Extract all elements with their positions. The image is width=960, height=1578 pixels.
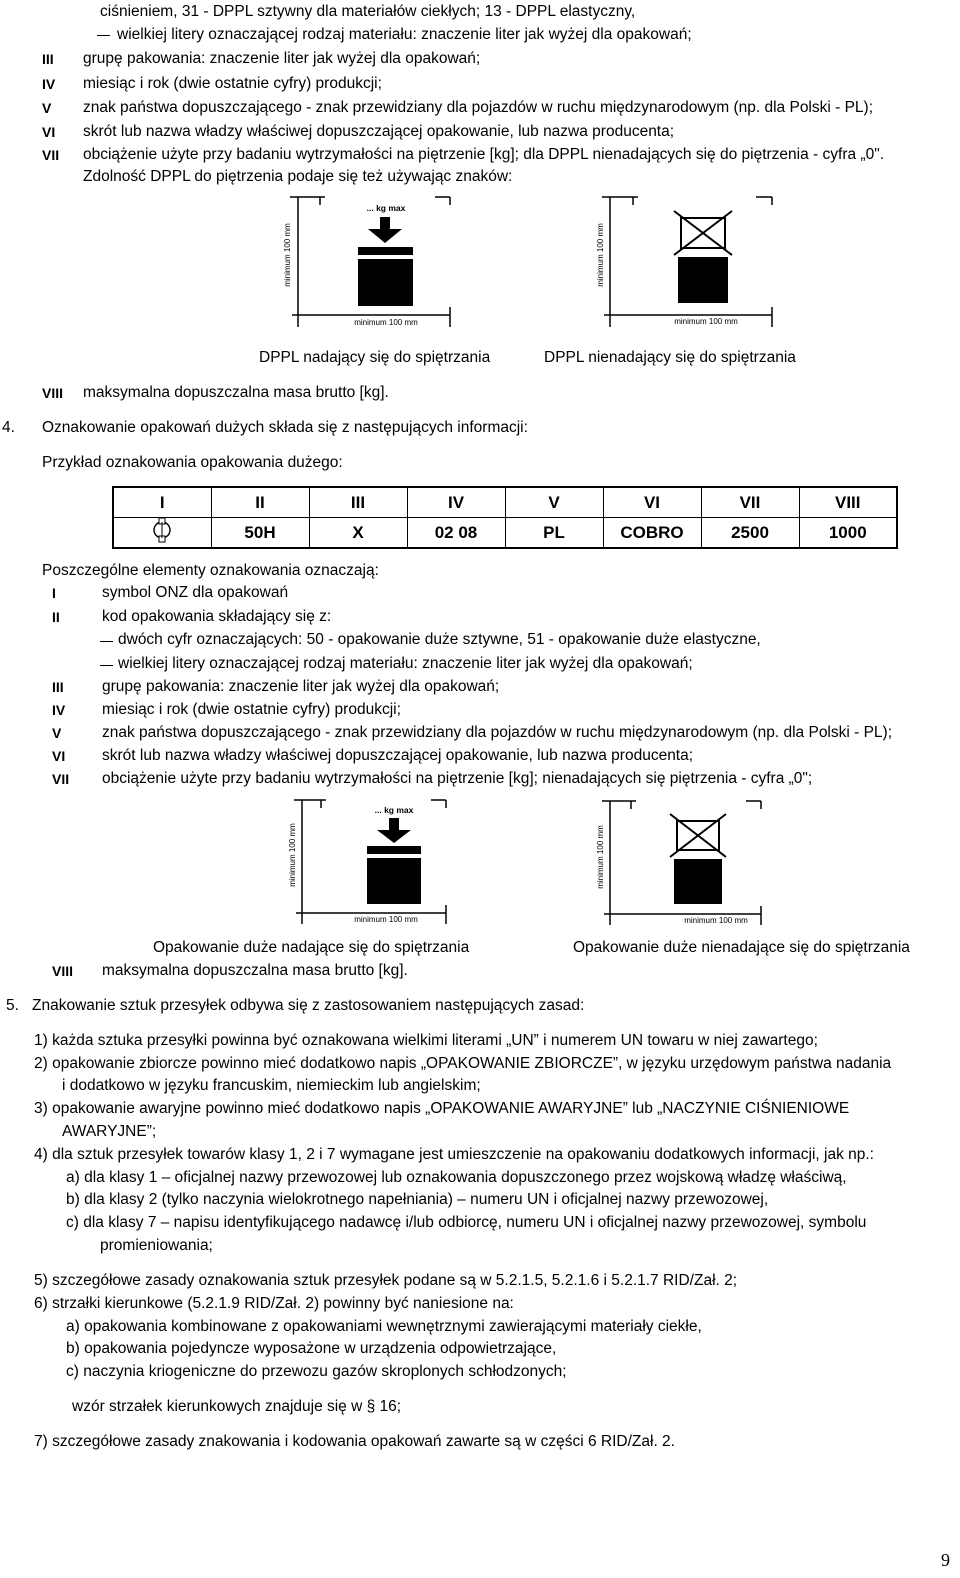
- roman-numeral: IV: [42, 76, 56, 92]
- nonstackable-mark-diagram: [596, 797, 766, 929]
- min-height-label: minimum 100 mm: [288, 823, 297, 887]
- list-item: b) dla klasy 2 (tylko naczynia wielokrotnego napełniania) – numeru UN i oficjalnej nazwy przewozowej,: [66, 1191, 769, 1208]
- table-cell: V: [505, 487, 603, 518]
- text-line: obciążenie użyte przy badaniu wytrzymałości na piętrzenie [kg]; dla DPPL nienadających się do piętrzenia - cyfra „0".: [83, 146, 884, 163]
- nonstackable-mark-diagram: [598, 193, 778, 333]
- table-cell: VI: [603, 487, 701, 518]
- stackable-mark-diagram: [286, 797, 451, 927]
- un-symbol-icon: [151, 518, 173, 542]
- page-number: 9: [941, 1550, 950, 1570]
- min-height-label: minimum 100 mm: [596, 223, 605, 287]
- text-line: grupę pakowania: znaczenie liter jak wyżej dla opakowań;: [83, 50, 481, 67]
- min-height-label: minimum 100 mm: [596, 825, 605, 889]
- list-item: c) naczynia kriogeniczne do przewozu gazów skroplonych schłodzonych;: [66, 1363, 567, 1380]
- text-line: wielkiej litery oznaczającej rodzaj materiału: znaczenie liter jak wyżej dla opakowań;: [117, 26, 692, 43]
- table-cell: IV: [407, 487, 505, 518]
- roman-numeral: VI: [42, 124, 56, 140]
- text-line: kod opakowania składający się z:: [102, 608, 332, 625]
- list-item: 4) dla sztuk przesyłek towarów klasy 1, 2 i 7 wymagane jest umieszczenie na opakowaniu dodatkowych informacji, jak np.:: [34, 1146, 874, 1163]
- table-cell: COBRO: [603, 518, 701, 549]
- roman-numeral: II: [52, 609, 60, 625]
- text-line: skrót lub nazwa władzy właściwej dopuszczającej opakowanie, lub nazwa producenta;: [102, 747, 694, 764]
- table-cell: III: [309, 487, 407, 518]
- text-line: miesiąc i rok (dwie ostatnie cyfry) produkcji;: [102, 701, 401, 718]
- kg-max-label: ... kg max: [366, 203, 406, 213]
- roman-numeral: I: [52, 585, 56, 601]
- roman-numeral: VII: [42, 147, 60, 163]
- section-heading: Znakowanie sztuk przesyłek odbywa się z zastosowaniem następujących zasad:: [32, 997, 585, 1014]
- table-cell: 50H: [211, 518, 309, 549]
- text-line: znak państwa dopuszczającego - znak przewidziany dla pojazdów w ruchu międzynarodowym (np. dla Polski - PL);: [102, 724, 893, 741]
- table-cell: I: [113, 487, 211, 518]
- text-line: Poszczególne elementy oznakowania oznaczają:: [42, 562, 379, 579]
- roman-numeral: IV: [52, 702, 66, 718]
- text-line: Zdolność DPPL do piętrzenia podaje się też używając znaków:: [83, 168, 513, 185]
- list-item: 2) opakowanie zbiorcze powinno mieć dodatkowo napis „OPAKOWANIE ZBIORCZE”, w języku urzędowym państwa nadania: [34, 1055, 892, 1072]
- section-heading: Oznakowanie opakowań dużych składa się z następujących informacji:: [42, 419, 528, 436]
- roman-numeral: V: [52, 725, 62, 741]
- min-width-label: minimum 100 mm: [684, 916, 748, 925]
- text-line: grupę pakowania: znaczenie liter jak wyżej dla opakowań;: [102, 678, 500, 695]
- stackable-mark-diagram: [280, 195, 455, 330]
- list-item: promieniowania;: [100, 1237, 213, 1254]
- text-line: ciśnieniem, 31 - DPPL sztywny dla materiałów ciekłych; 13 - DPPL elastyczny,: [100, 3, 636, 20]
- text-line: maksymalna dopuszczalna masa brutto [kg].: [102, 962, 408, 979]
- table-cell: 2500: [701, 518, 799, 549]
- diagram-caption: Opakowanie duże nienadające się do spiętrzania: [573, 939, 910, 956]
- table-cell: 1000: [799, 518, 897, 549]
- diagram-caption: DPPL nienadający się do spiętrzania: [544, 349, 796, 366]
- table-cell: VIII: [799, 487, 897, 518]
- roman-numeral: V: [42, 100, 52, 116]
- dash-bullet: [100, 641, 113, 642]
- table-row: [113, 518, 897, 549]
- list-item: c) dla klasy 7 – napisu identyfikującego nadawcę i/lub odbiorcę, numeru UN i oficjalnej nazwy przewozowej, symbolu: [66, 1214, 867, 1231]
- dash-bullet: [100, 665, 113, 666]
- kg-max-label: ... kg max: [374, 805, 414, 815]
- list-item: b) opakowania pojedyncze wyposażone w urządzenia odpowietrzające,: [66, 1340, 557, 1357]
- list-item: a) opakowania kombinowane z opakowaniami wewnętrznymi zawierającymi materiały ciekłe,: [66, 1318, 702, 1335]
- list-item: wzór strzałek kierunkowych znajduje się w § 16;: [72, 1398, 402, 1415]
- roman-numeral: VI: [52, 748, 66, 764]
- text-line: miesiąc i rok (dwie ostatnie cyfry) produkcji;: [83, 75, 382, 92]
- min-width-label: minimum 100 mm: [354, 318, 418, 327]
- table-cell: VII: [701, 487, 799, 518]
- table-cell: X: [309, 518, 407, 549]
- text-line: dwóch cyfr oznaczających: 50 - opakowanie duże sztywne, 51 - opakowanie duże elastyczne,: [118, 631, 761, 648]
- text-line: skrót lub nazwa władzy właściwej dopuszczającej opakowanie, lub nazwa producenta;: [83, 123, 675, 140]
- text-line: znak państwa dopuszczającego - znak przewidziany dla pojazdów w ruchu międzynarodowym (np. dla Polski - PL);: [83, 99, 874, 116]
- roman-numeral: III: [42, 51, 54, 67]
- section-number: 5.: [6, 997, 19, 1014]
- section-number: 4.: [2, 419, 15, 436]
- list-item: i dodatkowo w języku francuskim, niemieckim lub angielskim;: [62, 1077, 481, 1094]
- min-width-label: minimum 100 mm: [674, 317, 738, 326]
- list-item: a) dla klasy 1 – oficjalnej nazwy przewozowej lub oznakowania dopuszczonego przez wojskową władzę właściwą,: [66, 1169, 847, 1186]
- list-item: 3) opakowanie awaryjne powinno mieć dodatkowo napis „OPAKOWANIE AWARYJNE” lub „NACZYNIE CIŚNIENIOWE: [34, 1100, 850, 1117]
- text-line: Przykład oznakowania opakowania dużego:: [42, 454, 343, 471]
- table-cell: II: [211, 487, 309, 518]
- list-item: 5) szczegółowe zasady oznakowania sztuk przesyłek podane są w 5.2.1.5, 5.2.1.6 i 5.2.1.7 RID/Zał. 2;: [34, 1272, 738, 1289]
- roman-numeral: VII: [52, 771, 70, 787]
- diagram-caption: DPPL nadający się do spiętrzania: [259, 349, 491, 366]
- min-height-label: minimum 100 mm: [283, 223, 292, 287]
- table-cell: PL: [505, 518, 603, 549]
- min-width-label: minimum 100 mm: [354, 915, 418, 924]
- table-cell: 02 08: [407, 518, 505, 549]
- text-line: wielkiej litery oznaczającej rodzaj materiału: znaczenie liter jak wyżej dla opakowań;: [118, 655, 693, 672]
- roman-numeral: VIII: [42, 385, 64, 401]
- text-line: maksymalna dopuszczalna masa brutto [kg].: [83, 384, 389, 401]
- table-row: [113, 487, 897, 518]
- roman-numeral: III: [52, 679, 64, 695]
- text-line: symbol ONZ dla opakowań: [102, 584, 289, 601]
- list-item: 1) każda sztuka przesyłki powinna być oznakowana wielkimi literami „UN” i numerem UN towaru w niej zawartego;: [34, 1032, 818, 1049]
- list-item: 7) szczegółowe zasady znakowania i kodowania opakowań zawarte są w części 6 RID/Zał. 2.: [34, 1433, 675, 1450]
- diagram-caption: Opakowanie duże nadające się do spiętrzania: [153, 939, 470, 956]
- roman-numeral: VIII: [52, 963, 74, 979]
- list-item: 6) strzałki kierunkowe (5.2.1.9 RID/Zał. 2) powinny być naniesione na:: [34, 1295, 514, 1312]
- list-item: AWARYJNE”;: [62, 1123, 157, 1140]
- text-line: obciążenie użyte przy badaniu wytrzymałości na piętrzenie [kg]; nienadających się piętrzenia - cyfra „0";: [102, 770, 813, 787]
- marking-example-table: [112, 486, 898, 549]
- table-cell: [113, 518, 211, 549]
- dash-bullet: [97, 35, 110, 36]
